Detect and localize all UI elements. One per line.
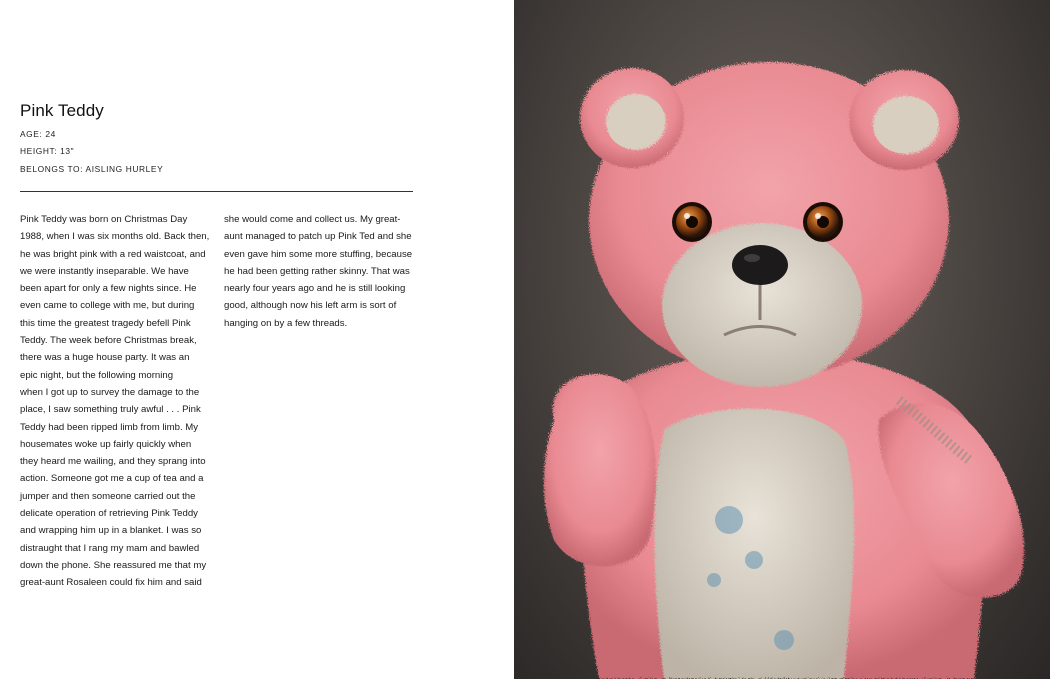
story-line: we were instantly inseparable. We have [20, 265, 189, 277]
story-line: great-aunt Rosaleen could fix him and said [20, 577, 202, 589]
story-line: even gave him some more stuffing, because [224, 248, 413, 260]
story-line: there was a huge house party. It was an [20, 352, 190, 364]
story-line: even came to college with me, but during [20, 300, 195, 312]
entry-title: Pink Teddy [20, 101, 104, 120]
story-line: good, although now his left arm is sort of [224, 300, 397, 312]
story-line: delicate operation of retrieving Pink Teddy [20, 508, 198, 520]
story-line: been apart for only a few nights since. He [20, 283, 197, 295]
entry-height: HEIGHT: 13" [20, 146, 75, 156]
story-line: Teddy had been ripped limb from limb. My [20, 421, 199, 433]
story-line: he had been getting rather skinny. That was [224, 265, 410, 277]
story-line: housemates woke up fairly quickly when [20, 438, 192, 450]
story-line: and wrapping him up in a blanket. I was so [20, 525, 202, 537]
text-page [0, 0, 514, 679]
story-line: Pink Teddy was born on Christmas Day [20, 214, 188, 225]
story-line: epic night, but the following morning [20, 369, 174, 381]
story-line: she would come and collect us. My great- [224, 214, 401, 225]
story-column-2 [224, 211, 419, 332]
story-line: place, I saw something truly awful . . . Pink [20, 404, 201, 416]
story-line: they heard me wailing, and they sprang into [20, 456, 206, 468]
story-line: hanging on by a few threads. [224, 317, 348, 329]
story-line: nearly four years ago and he is still looking [224, 283, 406, 295]
story-line: he was bright pink with a red waistcoat, and [20, 248, 206, 260]
nose [732, 245, 788, 285]
story-line: jumper and then someone carried out the [20, 490, 196, 502]
story-line: distraught that I rang my mam and bawled [20, 542, 200, 554]
teddy-photo [514, 0, 1050, 679]
story-line: this time the greatest tragedy befell Pink [20, 317, 191, 329]
story-line: aunt managed to patch up Pink Ted and she [224, 231, 412, 243]
story-line: 1988, when I was six months old. Back then, [20, 231, 210, 243]
story-line: when I got up to survey the damage to the [20, 386, 200, 398]
divider-rule [20, 191, 413, 192]
entry-owner: BELONGS TO: AISLING HURLEY [20, 164, 164, 174]
teddy-bear-illustration [514, 0, 1050, 679]
entry-age: AGE: 24 [20, 129, 56, 139]
story-line: action. Someone got me a cup of tea and a [20, 473, 204, 485]
story-line: Teddy. The week before Christmas break, [20, 335, 197, 347]
story-column-1 [20, 211, 215, 592]
story-line: down the phone. She reassured me that my [20, 559, 207, 571]
